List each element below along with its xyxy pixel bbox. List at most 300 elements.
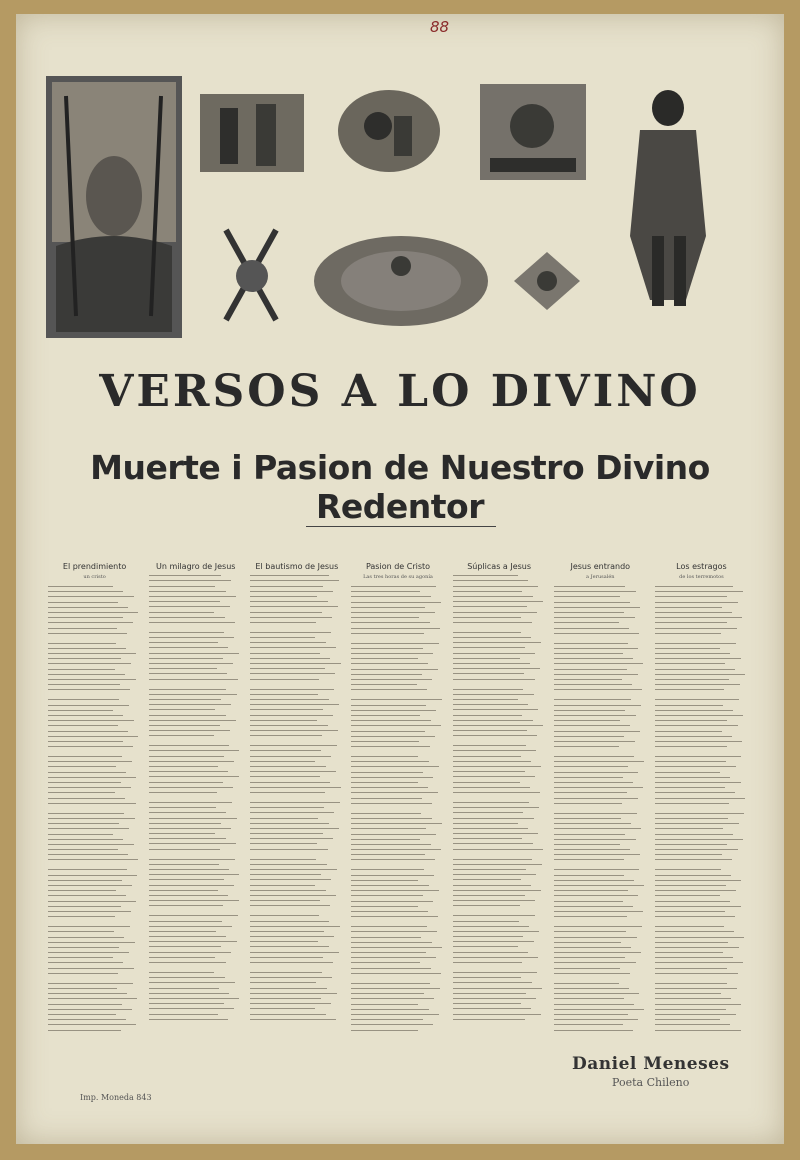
verse-line bbox=[453, 725, 543, 726]
verse-stanza bbox=[453, 859, 546, 907]
verse-line bbox=[250, 591, 333, 592]
verse-line bbox=[453, 936, 524, 937]
verse-line bbox=[655, 988, 737, 989]
verse-line bbox=[48, 834, 113, 835]
verse-line bbox=[149, 957, 215, 958]
verse-line bbox=[554, 937, 637, 938]
verse-line bbox=[351, 968, 430, 969]
verse-line bbox=[453, 591, 523, 592]
verse-line bbox=[48, 828, 129, 829]
page-number: 88 bbox=[430, 18, 450, 36]
verse-line bbox=[554, 622, 619, 623]
verse-line bbox=[453, 792, 541, 793]
verse-line bbox=[351, 643, 439, 644]
verse-line bbox=[48, 973, 118, 974]
verse-line bbox=[250, 915, 319, 916]
verse-line bbox=[48, 705, 129, 706]
verse-line bbox=[453, 833, 539, 834]
verse-line bbox=[554, 942, 621, 943]
verse-line bbox=[351, 684, 416, 685]
verse-line bbox=[48, 1024, 136, 1025]
verse-line bbox=[453, 575, 518, 576]
verse-line bbox=[48, 782, 121, 783]
verse-line bbox=[250, 807, 324, 808]
verse-stanza bbox=[149, 689, 242, 737]
verse-stanza bbox=[453, 745, 546, 793]
verse-line bbox=[250, 735, 322, 736]
verse-line bbox=[149, 1008, 234, 1009]
verse-line bbox=[351, 1019, 423, 1020]
verse-line bbox=[351, 607, 425, 608]
verse-line bbox=[554, 839, 636, 840]
verse-line bbox=[149, 859, 235, 860]
verse-line bbox=[351, 895, 423, 896]
verse-line bbox=[48, 689, 130, 690]
verse-line bbox=[351, 792, 438, 793]
verse-line bbox=[351, 885, 428, 886]
verse-line bbox=[351, 674, 422, 675]
verse-stanza bbox=[351, 756, 444, 804]
verse-stanza bbox=[655, 643, 748, 691]
verse-line bbox=[655, 761, 726, 762]
verse-line bbox=[149, 1019, 228, 1020]
verse-stanza bbox=[351, 699, 444, 747]
verse-line bbox=[554, 957, 626, 958]
verse-line bbox=[250, 993, 337, 994]
verse-line bbox=[554, 983, 619, 984]
verse-line bbox=[149, 833, 215, 834]
verse-line bbox=[149, 709, 215, 710]
verse-line bbox=[149, 668, 217, 669]
verse-line bbox=[655, 962, 743, 963]
verse-line bbox=[250, 637, 315, 638]
verse-line bbox=[48, 849, 118, 850]
verse-line bbox=[48, 1014, 116, 1015]
verse-line bbox=[554, 602, 630, 603]
verse-line bbox=[554, 875, 624, 876]
verse-line bbox=[48, 1030, 121, 1031]
verse-line bbox=[351, 633, 424, 634]
verse-line bbox=[554, 596, 620, 597]
verse-line bbox=[655, 880, 742, 881]
verse-line bbox=[554, 720, 620, 721]
verse-line bbox=[554, 1030, 633, 1031]
verse-line bbox=[48, 839, 123, 840]
verse-line bbox=[250, 838, 333, 839]
verse-line bbox=[655, 901, 730, 902]
verse-line bbox=[655, 973, 738, 974]
verse-line bbox=[250, 879, 331, 880]
verse-line bbox=[655, 952, 723, 953]
verse-line bbox=[149, 823, 221, 824]
verse-line bbox=[453, 941, 534, 942]
verse-line bbox=[453, 874, 537, 875]
verse-line bbox=[351, 911, 427, 912]
verse-line bbox=[250, 771, 336, 772]
verse-line bbox=[48, 926, 130, 927]
verse-line bbox=[453, 750, 537, 751]
verse-line bbox=[554, 710, 626, 711]
verse-line bbox=[351, 926, 426, 927]
verse-line bbox=[351, 602, 440, 603]
verse-line bbox=[48, 648, 126, 649]
verse-line bbox=[149, 704, 231, 705]
verse-line bbox=[351, 869, 424, 870]
verse-line bbox=[48, 813, 124, 814]
verse-line bbox=[149, 988, 219, 989]
verse-line bbox=[250, 663, 340, 664]
verse-line bbox=[351, 962, 420, 963]
verse-line bbox=[149, 946, 221, 947]
verse-line bbox=[655, 741, 743, 742]
verse-line bbox=[453, 606, 528, 607]
verse-line bbox=[554, 1009, 644, 1010]
verse-stanza bbox=[453, 632, 546, 680]
verse-line bbox=[250, 885, 315, 886]
verse-line bbox=[149, 915, 237, 916]
verse-line bbox=[655, 947, 739, 948]
verse-line bbox=[351, 1024, 433, 1025]
verse-line bbox=[351, 813, 421, 814]
verse-line bbox=[250, 694, 318, 695]
verse-line bbox=[554, 628, 629, 629]
verse-line bbox=[554, 787, 643, 788]
verse-line bbox=[655, 628, 737, 629]
verse-line bbox=[655, 622, 727, 623]
verse-line bbox=[351, 1009, 428, 1010]
verse-line bbox=[453, 859, 532, 860]
verse-line bbox=[351, 1030, 417, 1031]
verse-line bbox=[554, 906, 633, 907]
verse-line bbox=[48, 684, 120, 685]
verse-line bbox=[48, 1004, 122, 1005]
verse-line bbox=[48, 993, 127, 994]
verse-line bbox=[48, 823, 119, 824]
verse-line bbox=[351, 1014, 439, 1015]
verse-stanza bbox=[351, 926, 444, 974]
verse-line bbox=[351, 617, 419, 618]
column-title: El prendimiento bbox=[62, 562, 127, 571]
verse-line bbox=[149, 890, 218, 891]
verse-stanza bbox=[554, 699, 647, 747]
verse-line bbox=[149, 632, 224, 633]
verse-line bbox=[453, 921, 519, 922]
verse-line bbox=[655, 818, 729, 819]
verse-line bbox=[250, 632, 331, 633]
verse-line bbox=[351, 973, 440, 974]
verse-line bbox=[250, 926, 339, 927]
verse-line bbox=[655, 937, 744, 938]
verse-line bbox=[554, 648, 639, 649]
verse-line bbox=[149, 622, 235, 623]
verse-line bbox=[48, 983, 133, 984]
verse-line bbox=[250, 874, 321, 875]
verse-line bbox=[453, 694, 534, 695]
verse-line bbox=[351, 741, 419, 742]
verse-line bbox=[351, 1004, 418, 1005]
verse-line bbox=[351, 777, 433, 778]
verse-line bbox=[554, 1019, 639, 1020]
verse-line bbox=[48, 803, 136, 804]
verse-line bbox=[453, 776, 536, 777]
verse-line bbox=[48, 1009, 132, 1010]
verse-stanza bbox=[250, 745, 343, 793]
verse-line bbox=[351, 823, 441, 824]
verse-line bbox=[554, 818, 621, 819]
verse-line bbox=[453, 596, 533, 597]
verse-stanza bbox=[655, 813, 748, 861]
verse-line bbox=[149, 864, 219, 865]
verse-line bbox=[453, 838, 523, 839]
verse-stanza bbox=[554, 813, 647, 861]
verse-line bbox=[351, 849, 440, 850]
verse-line bbox=[149, 745, 229, 746]
verse-line bbox=[351, 942, 431, 943]
verse-line bbox=[453, 998, 537, 999]
divider bbox=[306, 526, 496, 527]
verse-stanza bbox=[149, 915, 242, 963]
verse-line bbox=[48, 777, 136, 778]
verse-line bbox=[351, 761, 428, 762]
verse-line bbox=[250, 580, 338, 581]
verse-line bbox=[554, 633, 640, 634]
verse-line bbox=[149, 787, 233, 788]
verse-line bbox=[554, 684, 632, 685]
verse-column bbox=[449, 562, 550, 882]
verse-line bbox=[655, 648, 720, 649]
verse-line bbox=[250, 890, 325, 891]
verse-line bbox=[149, 931, 216, 932]
verse-line bbox=[655, 828, 723, 829]
verse-line bbox=[250, 792, 325, 793]
verse-line bbox=[351, 628, 439, 629]
verse-line bbox=[351, 931, 437, 932]
verse-line bbox=[250, 725, 327, 726]
verse-line bbox=[554, 772, 639, 773]
verse-line bbox=[655, 710, 733, 711]
verse-line bbox=[351, 993, 424, 994]
verse-stanza bbox=[250, 972, 343, 1020]
verse-line bbox=[250, 972, 322, 973]
verse-line bbox=[351, 689, 426, 690]
verse-line bbox=[453, 818, 534, 819]
verse-line bbox=[149, 735, 214, 736]
verse-line bbox=[351, 937, 421, 938]
verse-line bbox=[149, 776, 238, 777]
verse-line bbox=[453, 823, 518, 824]
verse-line bbox=[250, 1014, 325, 1015]
verse-line bbox=[453, 988, 542, 989]
verse-line bbox=[655, 993, 721, 994]
verse-line bbox=[149, 715, 225, 716]
verse-line bbox=[655, 834, 733, 835]
verse-stanza bbox=[351, 869, 444, 917]
verse-line bbox=[48, 792, 115, 793]
verse-line bbox=[453, 601, 543, 602]
verse-line bbox=[48, 885, 132, 886]
verse-line bbox=[554, 844, 620, 845]
verse-line bbox=[48, 911, 131, 912]
verse-line bbox=[351, 596, 430, 597]
verse-line bbox=[351, 766, 439, 767]
verse-stanza bbox=[48, 586, 141, 634]
verse-stanza bbox=[554, 756, 647, 804]
verse-line bbox=[351, 818, 431, 819]
verse-line bbox=[250, 833, 323, 834]
verse-stanza bbox=[453, 972, 546, 1020]
broadside-sheet bbox=[16, 14, 784, 1144]
verse-line bbox=[149, 874, 239, 875]
verse-line bbox=[250, 699, 328, 700]
verse-column bbox=[347, 562, 448, 882]
verse-line bbox=[351, 798, 422, 799]
verse-line bbox=[48, 617, 123, 618]
verse-line bbox=[250, 761, 315, 762]
verse-line bbox=[655, 895, 720, 896]
verse-stanza bbox=[655, 699, 748, 747]
verse-line bbox=[655, 983, 727, 984]
column-title: Pasion de Cristo bbox=[365, 562, 431, 571]
verse-line bbox=[48, 942, 135, 943]
verse-line bbox=[48, 901, 136, 902]
verse-line bbox=[250, 849, 327, 850]
verse-stanza bbox=[149, 972, 242, 1020]
verse-line bbox=[351, 725, 440, 726]
verse-line bbox=[453, 617, 522, 618]
verse-line bbox=[149, 720, 236, 721]
verse-line bbox=[250, 653, 320, 654]
verse-line bbox=[250, 1019, 336, 1020]
verse-line bbox=[250, 756, 331, 757]
verse-line bbox=[655, 844, 728, 845]
verse-line bbox=[149, 782, 223, 783]
verse-line bbox=[48, 715, 123, 716]
verse-line bbox=[453, 756, 521, 757]
page-title: VERSOS A LO DIVINO bbox=[99, 366, 701, 417]
verse-line bbox=[351, 787, 427, 788]
verse-line bbox=[48, 736, 138, 737]
verse-line bbox=[453, 632, 521, 633]
verse-line bbox=[453, 622, 532, 623]
verse-line bbox=[655, 787, 725, 788]
verse-line bbox=[655, 798, 745, 799]
verse-line bbox=[453, 1019, 526, 1020]
verse-line bbox=[351, 834, 436, 835]
verse-line bbox=[149, 750, 239, 751]
verse-line bbox=[351, 622, 429, 623]
verse-line bbox=[149, 586, 215, 587]
verse-line bbox=[351, 988, 439, 989]
verse-stanza bbox=[554, 643, 647, 691]
verse-stanza bbox=[554, 983, 647, 1031]
verse-line bbox=[250, 843, 317, 844]
verse-line bbox=[554, 828, 642, 829]
verse-line bbox=[48, 859, 138, 860]
verse-line bbox=[655, 813, 744, 814]
verse-line bbox=[149, 926, 232, 927]
verse-line bbox=[48, 890, 116, 891]
verse-line bbox=[250, 750, 321, 751]
verse-line bbox=[351, 612, 435, 613]
verse-line bbox=[453, 900, 536, 901]
verse-line bbox=[48, 720, 134, 721]
verse-line bbox=[48, 761, 132, 762]
verse-line bbox=[655, 792, 735, 793]
verse-line bbox=[149, 1003, 224, 1004]
verse-line bbox=[351, 756, 418, 757]
verse-line bbox=[149, 663, 233, 664]
column-subtitle: Las tres horas de su agonía bbox=[363, 574, 433, 580]
verse-line bbox=[351, 854, 425, 855]
verse-line bbox=[554, 746, 619, 747]
verse-line bbox=[453, 931, 540, 932]
verse-line bbox=[351, 859, 435, 860]
verse-line bbox=[149, 647, 228, 648]
verse-line bbox=[655, 869, 721, 870]
verse-line bbox=[351, 772, 423, 773]
verse-line bbox=[250, 730, 338, 731]
verse-line bbox=[48, 798, 125, 799]
verse-line bbox=[453, 709, 539, 710]
verse-line bbox=[554, 834, 626, 835]
verse-stanza bbox=[48, 756, 141, 804]
verse-line bbox=[250, 647, 336, 648]
verse-line bbox=[453, 1014, 541, 1015]
verse-line bbox=[149, 725, 220, 726]
verse-line bbox=[48, 622, 133, 623]
woodcut-figures-3 bbox=[480, 84, 586, 180]
verse-line bbox=[351, 720, 430, 721]
verse-line bbox=[655, 684, 740, 685]
verse-line bbox=[554, 705, 642, 706]
verse-line bbox=[351, 591, 420, 592]
verse-line bbox=[655, 586, 733, 587]
verse-line bbox=[149, 575, 221, 576]
verse-line bbox=[554, 849, 630, 850]
verse-line bbox=[655, 731, 722, 732]
verse-line bbox=[149, 921, 222, 922]
verse-line bbox=[250, 988, 326, 989]
verse-line bbox=[554, 699, 631, 700]
verse-line bbox=[250, 586, 323, 587]
verse-line bbox=[655, 957, 733, 958]
verse-line bbox=[250, 642, 325, 643]
verse-line bbox=[655, 931, 734, 932]
verse-line bbox=[655, 602, 738, 603]
verse-line bbox=[453, 802, 529, 803]
verse-line bbox=[149, 637, 234, 638]
verse-line bbox=[554, 756, 634, 757]
verse-line bbox=[149, 838, 225, 839]
verse-line bbox=[453, 1008, 531, 1009]
verse-line bbox=[453, 982, 532, 983]
verse-line bbox=[453, 977, 522, 978]
verse-line bbox=[655, 772, 720, 773]
verse-line bbox=[250, 998, 321, 999]
verse-line bbox=[554, 880, 634, 881]
verse-line bbox=[655, 679, 730, 680]
verse-line bbox=[149, 766, 218, 767]
verse-line bbox=[351, 906, 417, 907]
verse-stanza bbox=[48, 983, 141, 1031]
verse-line bbox=[149, 905, 223, 906]
verse-line bbox=[655, 715, 743, 716]
verse-line bbox=[554, 612, 625, 613]
verse-line bbox=[250, 606, 338, 607]
verse-line bbox=[453, 766, 541, 767]
verse-line bbox=[351, 669, 438, 670]
verse-line bbox=[554, 761, 644, 762]
